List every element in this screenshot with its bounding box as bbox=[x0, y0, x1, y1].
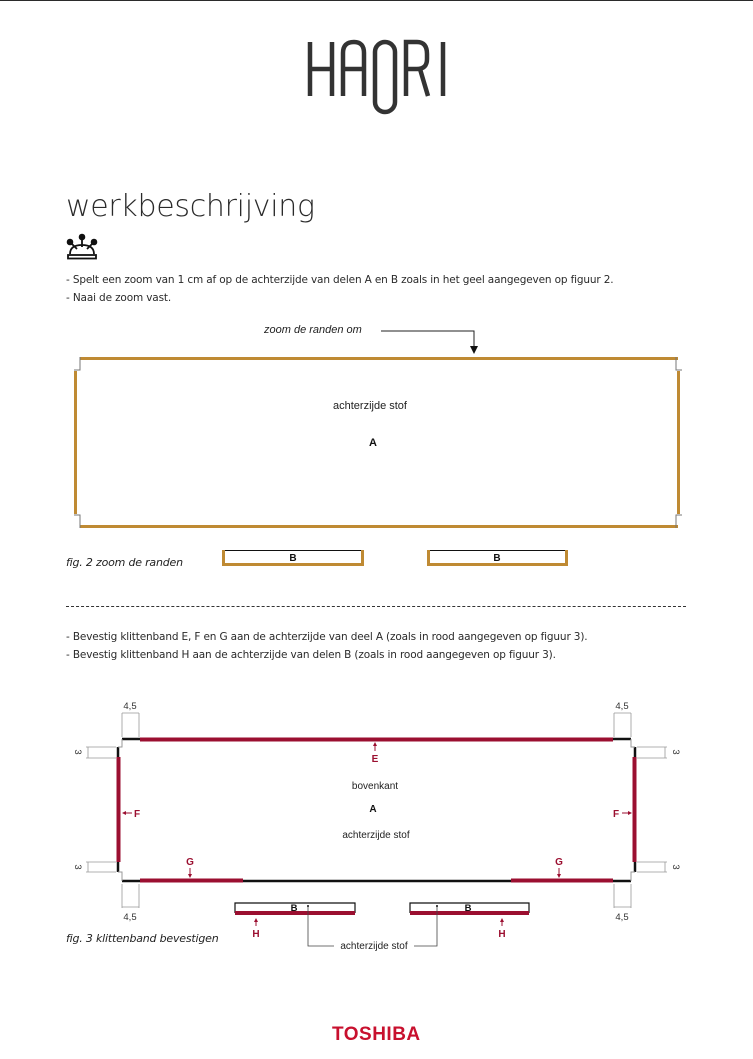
instruction-line: - Naai de zoom vast. bbox=[66, 292, 172, 304]
instruction-line: - Bevestig klittenband H aan de achterzijde van delen B (zoals in rood aangegeven op figuur 3). bbox=[66, 649, 556, 661]
dim-top-left: 4,5 bbox=[123, 701, 137, 712]
dim-side-bottom-right: 3 bbox=[670, 864, 681, 870]
part-a-label: A bbox=[369, 437, 377, 449]
callout-zoom-label: zoom de randen om bbox=[264, 324, 362, 336]
top-border-line bbox=[0, 0, 753, 1]
top-side-label: bovenkant bbox=[351, 781, 399, 792]
dim-side-top-right: 3 bbox=[670, 749, 681, 755]
velcro-f-left-label: F bbox=[134, 809, 141, 820]
step1-instructions bbox=[66, 271, 614, 307]
velcro-h-right-label: H bbox=[498, 929, 506, 940]
part-b-right-label: B bbox=[464, 903, 472, 914]
svg-text:HAORI: HAORI bbox=[300, 15, 351, 32]
instruction-line: - Bevestig klittenband E, F en G aan de achterzijde van deel A (zoals in rood aangegeven op figuur 3). bbox=[66, 631, 588, 643]
toshiba-logo: TOSHIBA bbox=[332, 1024, 421, 1045]
figure-2-caption: fig. 2 zoom de randen bbox=[66, 556, 183, 569]
page-title: werkbeschrijving bbox=[66, 189, 315, 224]
part-b-left-label: B bbox=[290, 903, 298, 914]
dim-bottom-left: 4,5 bbox=[123, 912, 137, 923]
dim-side-bottom-left: 3 bbox=[72, 864, 83, 870]
velcro-f-right-label: F bbox=[613, 809, 620, 820]
dim-side-top-left: 3 bbox=[72, 749, 83, 755]
pincushion-icon bbox=[66, 234, 98, 260]
velcro-e-label: E bbox=[371, 754, 379, 765]
part-a-label: A bbox=[369, 804, 377, 815]
part-b-left-label: B bbox=[289, 553, 297, 564]
panel-a-label: achterzijde stof bbox=[333, 400, 407, 412]
step2-instructions bbox=[66, 628, 587, 664]
instruction-line: - Spelt een zoom van 1 cm af op de achterzijde van delen A en B zoals in het geel aangegeven op figuur 2. bbox=[66, 274, 614, 286]
panel-back-label: achterzijde stof bbox=[342, 830, 410, 841]
dim-bottom-right: 4,5 bbox=[615, 912, 629, 923]
velcro-g-left-label: G bbox=[186, 857, 194, 868]
callout-back-fabric: achterzijde stof bbox=[340, 941, 408, 952]
dim-top-right: 4,5 bbox=[615, 701, 629, 712]
part-b-right-label: B bbox=[493, 553, 501, 564]
section-divider bbox=[66, 606, 686, 607]
velcro-g-right-label: G bbox=[555, 857, 563, 868]
haori-logo bbox=[300, 15, 460, 118]
velcro-h-left-label: H bbox=[252, 929, 260, 940]
figure-3-caption: fig. 3 klittenband bevestigen bbox=[66, 932, 219, 945]
